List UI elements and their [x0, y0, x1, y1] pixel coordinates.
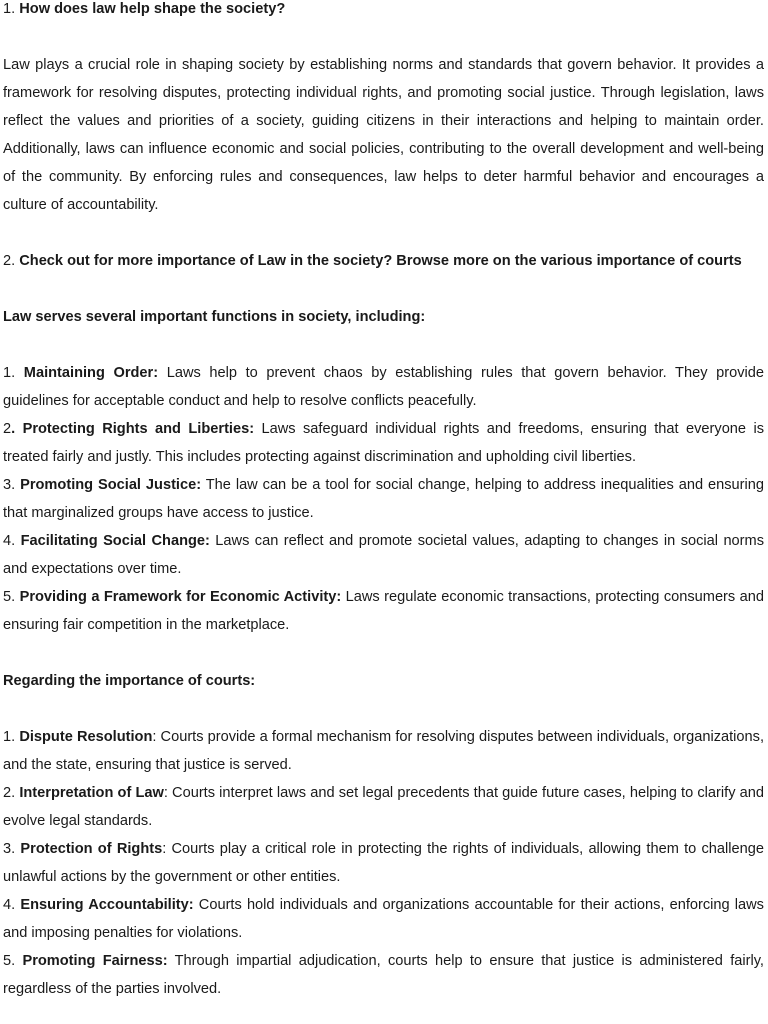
- question-1-number: 1.: [3, 1, 20, 17]
- item-number: 5.: [3, 589, 20, 605]
- item-number: 3.: [3, 841, 21, 857]
- list-item: [3, 583, 764, 639]
- item-term: Interpretation of Law: [19, 785, 164, 801]
- question-1-answer: Law plays a crucial role in shaping society by establishing norms and standards that govern behavior. It provides a framework for resolving disputes, protecting individual rights, and promoting social justice. Through legislation, laws reflect the values and priorities of a society, guiding citizens in their interactions and helping to maintain order. Additionally, laws can influence economic and social policies, contributing to the overall development and well-being of the community. By enforcing rules and consequences, law helps to deter harmful behavior and encourages a culture of accountability.: [3, 57, 764, 213]
- item-text: Through impartial adjudication, courts help to ensure that justice is administered fairly, regardless of the parties involved.: [3, 953, 764, 997]
- item-number: 4.: [3, 533, 21, 549]
- item-text: Laws help to prevent chaos by establishing rules that govern behavior. They provide guidelines for acceptable conduct and help to resolve conflicts peacefully.: [3, 365, 764, 409]
- courts-heading-text: Regarding the importance of courts:: [3, 673, 256, 689]
- question-2-number: 2.: [3, 253, 20, 269]
- item-term: Protection of Rights: [20, 841, 163, 857]
- item-text: Laws safeguard individual rights and freedoms, ensuring that everyone is treated fairly and justly. This includes protecting against discrimination and upholding civil liberties.: [3, 421, 765, 465]
- item-term: Ensuring Accountability:: [20, 897, 194, 913]
- item-term: Dispute Resolution: [19, 729, 153, 745]
- item-term: Promoting Social Justice:: [20, 477, 202, 493]
- functions-list: [3, 359, 764, 639]
- list-item: [3, 415, 764, 471]
- functions-heading: [3, 303, 764, 331]
- list-item: [3, 527, 764, 583]
- item-number: 5.: [3, 953, 23, 969]
- courts-list: [3, 723, 764, 1003]
- functions-heading-text: Law serves several important functions in society, including:: [3, 309, 426, 325]
- list-item: [3, 471, 764, 527]
- item-number: 1.: [3, 365, 24, 381]
- list-item: [3, 723, 764, 779]
- item-term: Providing a Framework for Economic Activity:: [19, 589, 342, 605]
- list-item: [3, 359, 764, 415]
- question-2-heading: [3, 247, 764, 275]
- item-number: 3.: [3, 477, 21, 493]
- item-text: : Courts provide a formal mechanism for resolving disputes between individuals, organizations, and the state, ensuring that justice is served.: [3, 729, 764, 773]
- question-1-heading: [3, 0, 764, 23]
- list-item: [3, 779, 764, 835]
- item-text: : Courts interpret laws and set legal precedents that guide future cases, helping to clarify and evolve legal standards.: [3, 785, 764, 829]
- courts-heading: [3, 667, 764, 695]
- item-number: 4.: [3, 897, 21, 913]
- item-term: Facilitating Social Change:: [20, 533, 210, 549]
- item-text: Laws regulate economic transactions, protecting consumers and ensuring fair competition in the marketplace.: [3, 589, 764, 633]
- item-number: 2: [3, 421, 12, 437]
- item-number: 2.: [3, 785, 20, 801]
- list-item: [3, 835, 764, 891]
- item-text: : Courts play a critical role in protecting the rights of individuals, allowing them to challenge unlawful actions by the government or other entities.: [3, 841, 764, 885]
- question-2-title: Check out for more importance of Law in the society? Browse more on the various importance of courts: [19, 253, 742, 269]
- item-text: Courts hold individuals and organizations accountable for their actions, enforcing laws and imposing penalties for violations.: [3, 897, 764, 941]
- list-item: [3, 947, 764, 1003]
- item-number: 1.: [3, 729, 20, 745]
- item-term: Promoting Fairness:: [22, 953, 168, 969]
- item-term: . Protecting Rights and Liberties:: [11, 421, 255, 437]
- item-text: Laws can reflect and promote societal values, adapting to changes in social norms and expectations over time.: [3, 533, 764, 577]
- item-term: Maintaining Order:: [23, 365, 159, 381]
- list-item: [3, 891, 764, 947]
- item-text: The law can be a tool for social change, helping to address inequalities and ensuring that marginalized groups have access to justice.: [3, 477, 764, 521]
- question-1-title: How does law help shape the society?: [19, 1, 286, 17]
